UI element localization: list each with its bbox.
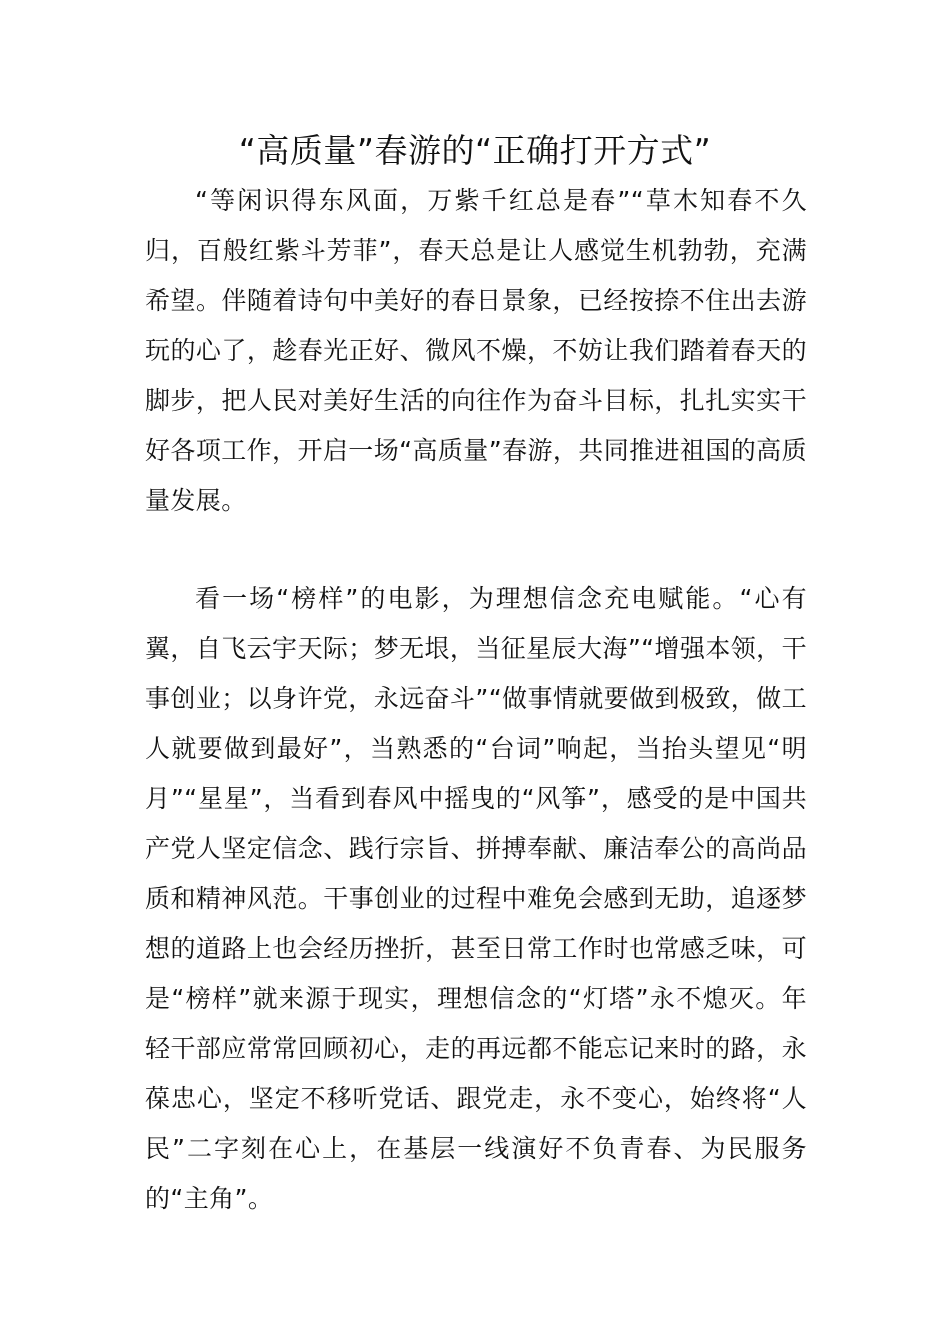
body-paragraph-2: 看一场“榜样”的电影，为理想信念充电赋能。“心有翼，自飞云宇天际；梦无垠，当征星辰大海”“增强本领，干事创业；以身许党，永远奋斗”“做事情就要做到极致，做工人就要做到最好”，当熟悉的“台词”响起，当抬头望见“明月”“星星”，当看到春风中摇曳的“风筝”，感受的是中国共产党人坚定信念、践行宗旨、拼搏奉献、廉洁奉公的高尚品质和精神风范。干事创业的过程中难免会感到无助，追逐梦想的道路上也会经历挫折，甚至日常工作时也常感乏味，可是“榜样”就来源于现实，理想信念的“灯塔”永不熄灭。年轻干部应常常回顾初心，走的再远都不能忘记来时的路，永葆忠心，坚定不移听党话、跟党走，永不变心，始终将“人民”二字刻在心上，在基层一线演好不负青春、为民服务的“主角”。	[145, 584, 807, 1213]
body-paragraph-1: “等闲识得东风面，万紫千红总是春”“草木知春不久归，百般红紫斗芳菲”，春天总是让人感觉生机勃勃，充满希望。伴随着诗句中美好的春日景象，已经按捺不住出去游玩的心了，趁春光正好、微风不燥，不妨让我们踏着春天的脚步，把人民对美好生活的向往作为奋斗目标，扎扎实实干好各项工作，开启一场“高质量”春游，共同推进祖国的高质量发展。	[145, 186, 807, 515]
document-title: “高质量”春游的“正确打开方式”	[238, 131, 712, 170]
